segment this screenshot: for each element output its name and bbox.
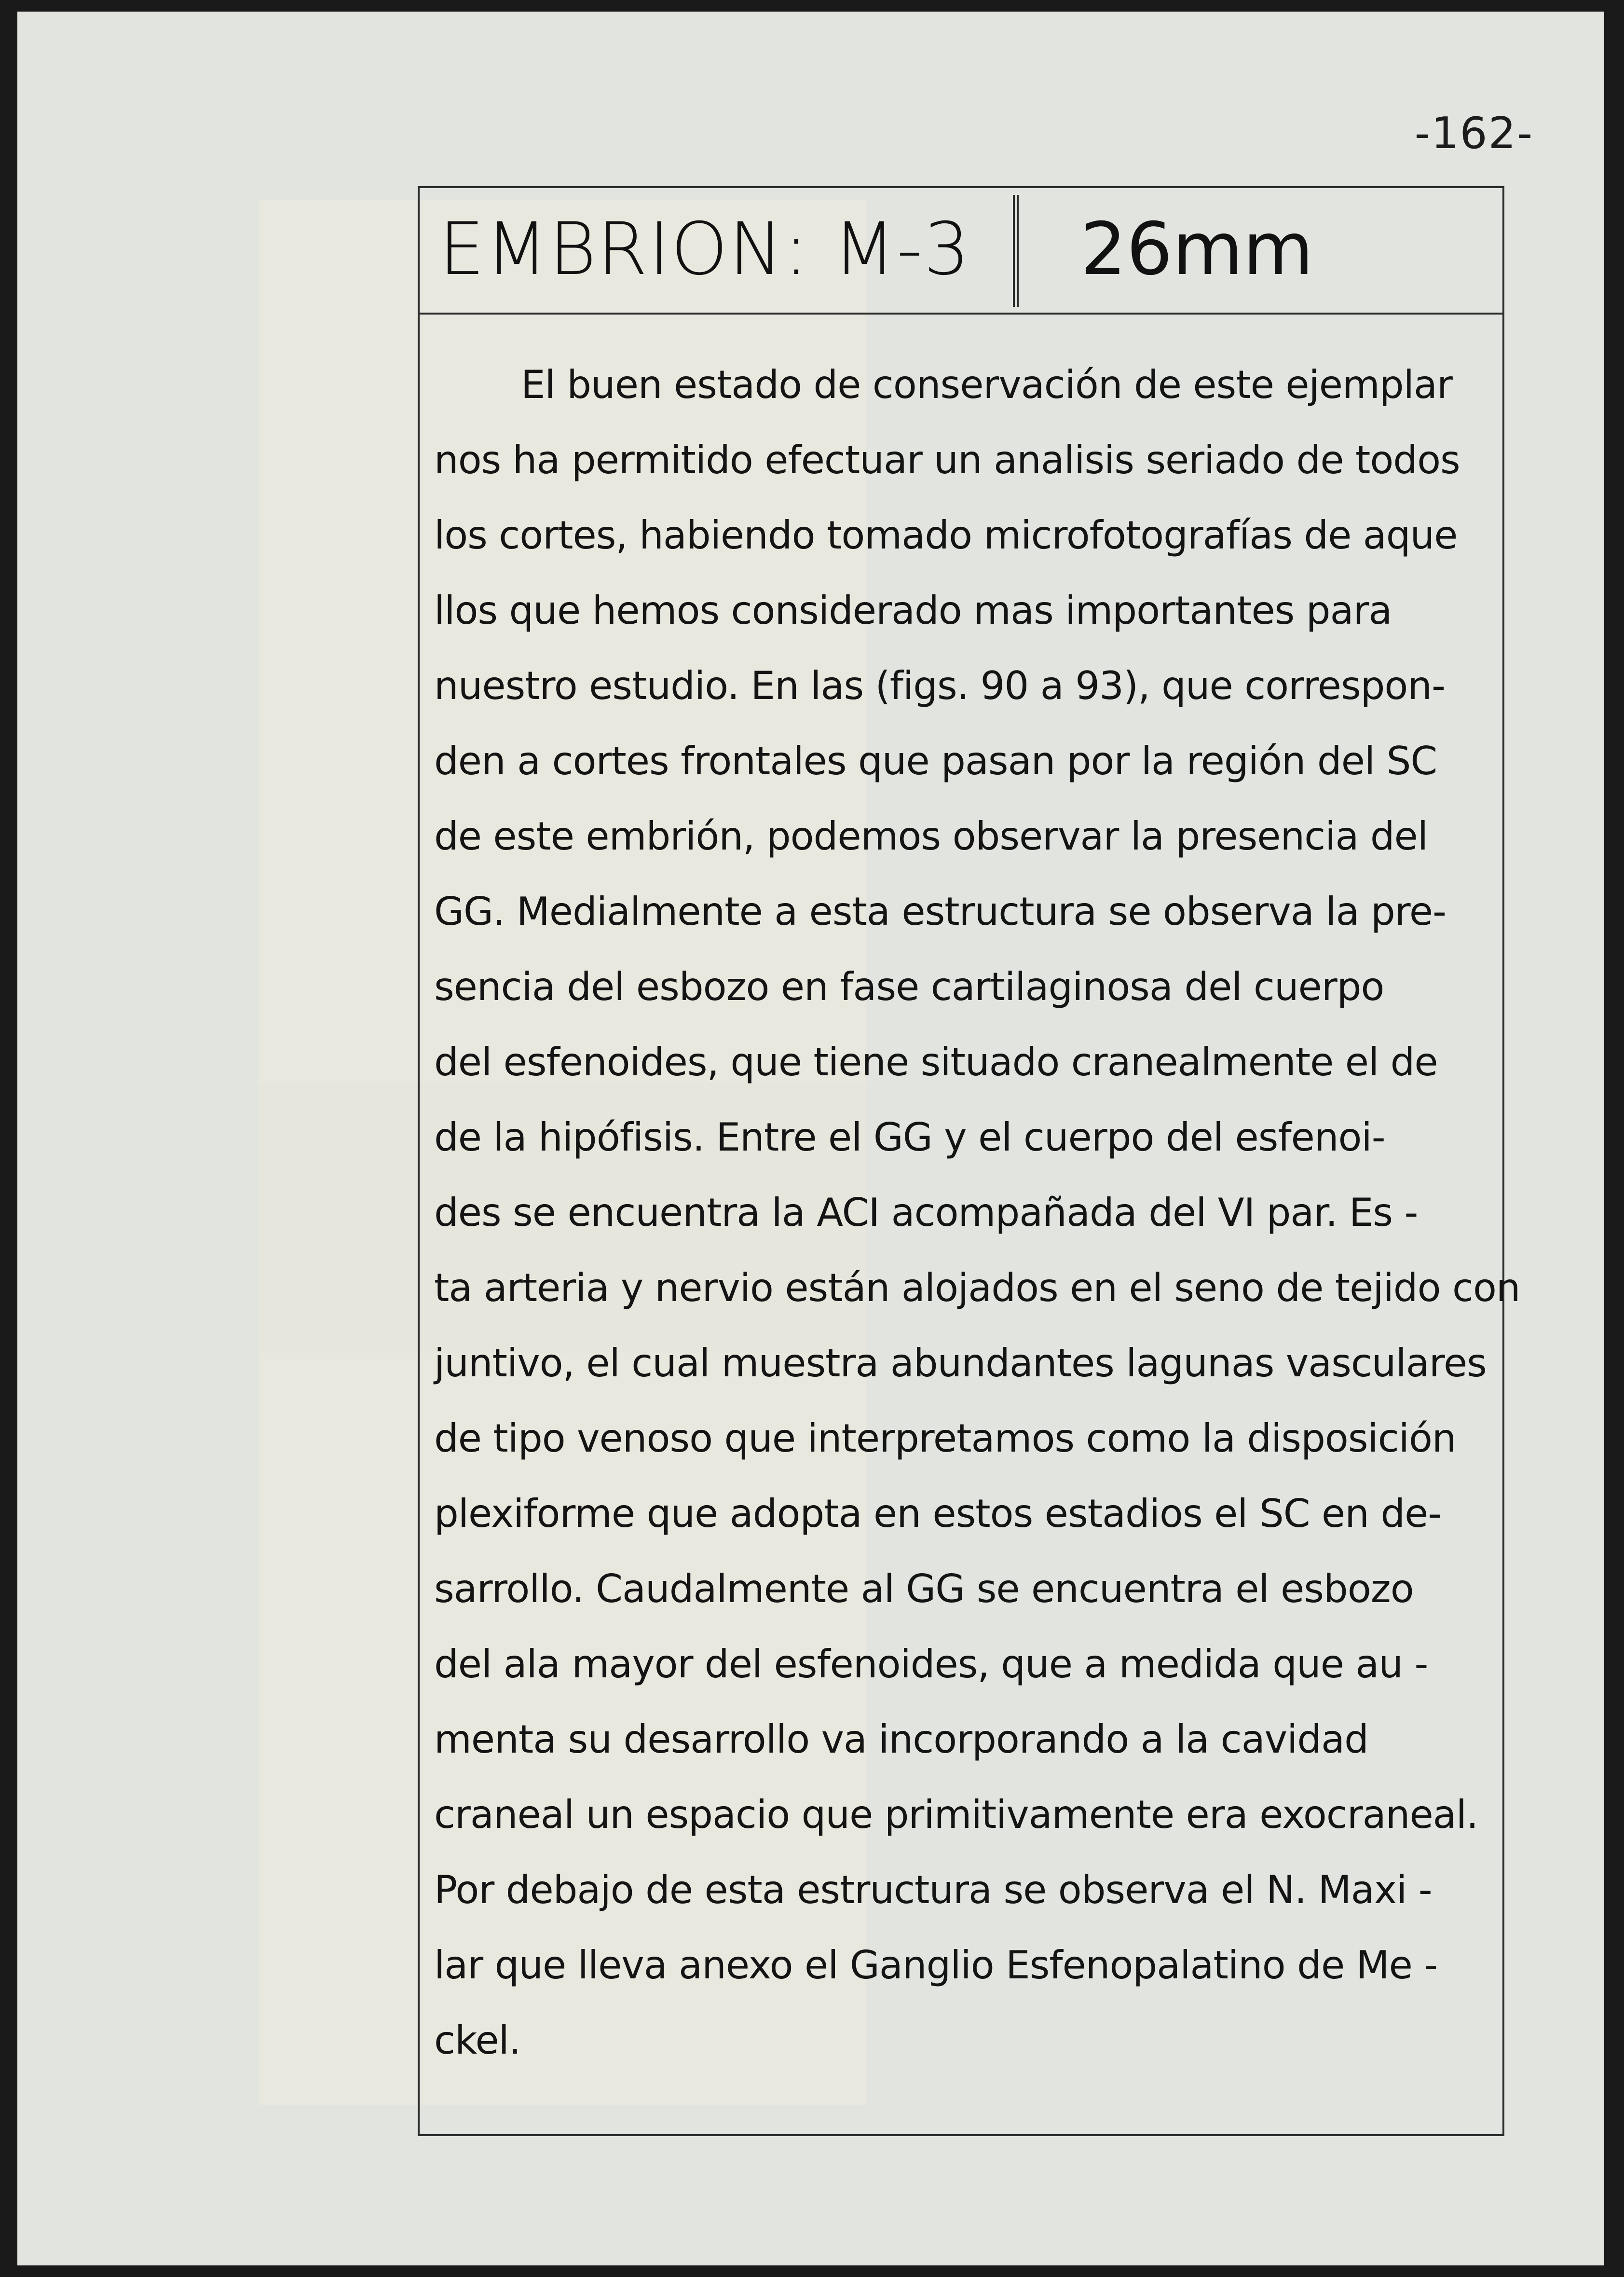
text-line: ckel. — [434, 2018, 521, 2063]
text-line: del ala mayor del esfenoides, que a medida que au - — [434, 1642, 1428, 1687]
page-number: -162- — [1414, 108, 1534, 159]
text-line: nuestro estudio. En las (figs. 90 a 93), que correspon- — [434, 663, 1445, 708]
text-line: den a cortes frontales que pasan por la región del SC — [434, 739, 1437, 783]
text-line: de tipo venoso que interpretamos como la disposición — [434, 1416, 1456, 1461]
text-line: llos que hemos considerado mas importantes para — [434, 588, 1392, 633]
text-line: sencia del esbozo en fase cartilaginosa del cuerpo — [434, 964, 1384, 1009]
text-frame — [418, 186, 1520, 2136]
text-line: menta su desarrollo va incorporando a la cavidad — [434, 1717, 1368, 1762]
text-line: ta arteria y nervio están alojados en el seno de tejido con — [434, 1265, 1520, 1310]
embryo-label: EMBRION: M-3 — [439, 207, 971, 291]
text-line: del esfenoides, que tiene situado cranealmente el de — [434, 1040, 1438, 1084]
text-line: Por debajo de esta estructura se observa el N. Maxi - — [434, 1867, 1432, 1912]
text-line: plexiforme que adopta en estos estadios el SC en de- — [434, 1491, 1442, 1536]
text-line: de este embrión, podemos observar la presencia del — [434, 814, 1428, 859]
header-row — [420, 188, 1502, 315]
text-line: los cortes, habiendo tomado microfotografías de aque — [434, 513, 1458, 558]
text-line: nos ha permitido efectuar un analisis seriado de todos — [434, 438, 1460, 482]
header-divider — [1013, 195, 1019, 307]
embryo-size: 26mm — [1080, 207, 1314, 291]
text-line: sarrollo. Caudalmente al GG se encuentra el esbozo — [434, 1566, 1414, 1611]
paper-sheet — [17, 12, 1604, 2265]
text-line: juntivo, el cual muestra abundantes lagunas vasculares — [434, 1341, 1487, 1385]
text-line: craneal un espacio que primitivamente era exocraneal. — [434, 1792, 1478, 1837]
text-line: GG. Medialmente a esta estructura se observa la pre- — [434, 889, 1446, 934]
text-line: lar que lleva anexo el Ganglio Esfenopalatino de Me - — [434, 1943, 1438, 1988]
text-line: des se encuentra la ACI acompañada del VI par. Es - — [434, 1190, 1418, 1235]
text-line: El buen estado de conservación de este ejemplar — [521, 362, 1452, 407]
text-line: de la hipófisis. Entre el GG y el cuerpo del esfenoi- — [434, 1115, 1385, 1160]
body-text — [434, 347, 1520, 2078]
